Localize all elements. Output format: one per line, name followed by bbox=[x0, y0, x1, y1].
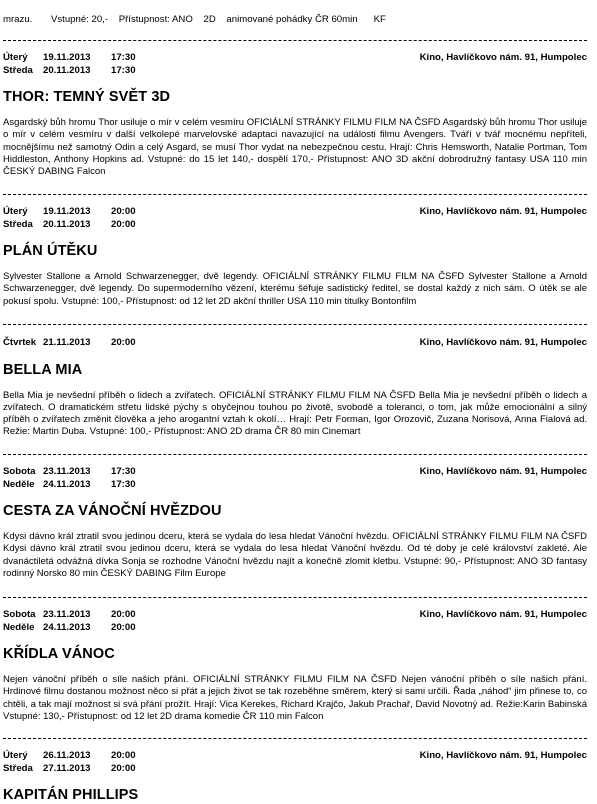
film-description: Bella Mia je nevšední příběh o lidech a zvířatech. OFICIÁLNÍ STRÁNKY FILMU FILM NA ČSFD Bella Mia je nevšední příběh o lidech a zvířatech. O dramatickém střetu lidské pýchy s obyčejnou touhou po životě, svobodě a toleranci, o tom, jak může emocionální a silný příběh o zvířatech změnit člověka a jeho arogantní vztah k okolí… Hrají: Petr Forman, Igor Orozovič, Zuzana Norisová, Anna Fialová ad. Režie: Martin Duba. Vstupné: 100,- Přístupnost: ANO 2D drama ČR 80 min Cinemart bbox=[3, 389, 587, 438]
venue: Kino, Havlíčkovo nám. 91, Humpolec bbox=[419, 52, 587, 63]
screening-date: 26.11.2013 bbox=[43, 750, 91, 761]
film-title: KŘÍDLA VÁNOC bbox=[3, 646, 115, 662]
screening-time: 20:00 bbox=[111, 621, 136, 633]
film-title: KAPITÁN PHILLIPS bbox=[3, 787, 139, 803]
separator bbox=[3, 454, 587, 455]
screening-row bbox=[3, 466, 587, 479]
separator bbox=[3, 40, 587, 41]
screening-day: Sobota bbox=[3, 609, 36, 620]
film-entry bbox=[3, 206, 587, 308]
film-description: Asgardský bůh hromu Thor usiluje o mír v celém vesmíru OFICIÁLNÍ STRÁNKY FILMU FILM NA ČSFD Asgardský bůh hromu Thor usiluje o mír v celém vesmíru v další velkolepé marvelovské adaptaci navazující na události filmu Avengers. Tváří v tvář mocnému nepříteli, mocnějšímu než samotný Odin a celý Asgard, se musí Thor vydat na nebezpečnou cestu. Hrají: Chris Hemsworth, Natalie Portman, Tom Hiddleston, Anthony Hopkins ad. Vstupné: do 15 let 140,- dospělí 170,- Přístupnost: ANO 3D akční dobrodružný fantasy USA 110 min ČESKÝ DABING Falcon bbox=[3, 117, 587, 178]
screening-row bbox=[3, 337, 587, 350]
screening-date: 19.11.2013 bbox=[43, 206, 91, 217]
screening-day: Neděle bbox=[3, 478, 35, 490]
film-title: PLÁN ÚTĚKU bbox=[3, 243, 98, 259]
screening-row bbox=[3, 52, 587, 65]
previous-film-details: mrazu. Vstupné: 20,- Přístupnost: ANO 2D animované pohádky ČR 60min KF bbox=[3, 14, 386, 25]
screening-day: Úterý bbox=[3, 206, 28, 217]
film-description: Kdysi dávno král ztratil svou jedinou dceru, která se vydala do lesa hledat Vánoční hvězdu. OFICIÁLNÍ STRÁNKY FILMU FILM NA ČSFD Kdysi dávno král ztratil svou jedinou dceru, která se vydala do lesa hledat Vánoční hvězdu. Od té doby je celé království zakleté. Ale dvanáctiletá odvážná dívka Sonja se rozhodne Vánoční hvězdu najít a konečně zlomit kletbu. Vstupné: 90,- Přístupnost: ANO 3D fantasy rodinný Norsko 80 min ČESKÝ DABING Film Europe bbox=[3, 531, 587, 579]
film-entry bbox=[3, 337, 587, 439]
screening-date: 20.11.2013 bbox=[43, 218, 91, 230]
screening-day: Sobota bbox=[3, 466, 36, 477]
film-title: CESTA ZA VÁNOČNÍ HVĚZDOU bbox=[3, 503, 222, 519]
screening-day: Úterý bbox=[3, 52, 28, 63]
screening-day: Čtvrtek bbox=[3, 337, 37, 348]
venue: Kino, Havlíčkovo nám. 91, Humpolec bbox=[419, 609, 587, 620]
screening-time: 20:00 bbox=[111, 762, 136, 774]
screening-date: 24.11.2013 bbox=[43, 478, 91, 490]
screening-row bbox=[3, 763, 587, 776]
venue: Kino, Havlíčkovo nám. 91, Humpolec bbox=[419, 206, 587, 217]
film-entry bbox=[3, 466, 587, 580]
screening-day: Středa bbox=[3, 64, 33, 76]
separator bbox=[3, 194, 587, 195]
venue: Kino, Havlíčkovo nám. 91, Humpolec bbox=[419, 466, 587, 477]
screening-time: 20:00 bbox=[111, 206, 136, 217]
screening-date: 27.11.2013 bbox=[43, 762, 91, 774]
screening-time: 17:30 bbox=[111, 64, 136, 76]
screening-day: Neděle bbox=[3, 621, 35, 633]
film-entry bbox=[3, 609, 587, 723]
separator bbox=[3, 738, 587, 739]
screening-date: 24.11.2013 bbox=[43, 621, 91, 633]
screening-date: 23.11.2013 bbox=[43, 609, 91, 620]
screening-row bbox=[3, 609, 587, 622]
screening-day: Středa bbox=[3, 762, 33, 774]
screening-date: 23.11.2013 bbox=[43, 466, 91, 477]
venue: Kino, Havlíčkovo nám. 91, Humpolec bbox=[419, 750, 587, 761]
screening-row bbox=[3, 479, 587, 492]
screening-row bbox=[3, 622, 587, 635]
screening-row bbox=[3, 65, 587, 78]
screening-row bbox=[3, 206, 587, 219]
venue: Kino, Havlíčkovo nám. 91, Humpolec bbox=[419, 337, 587, 348]
screening-row bbox=[3, 750, 587, 763]
screening-time: 20:00 bbox=[111, 218, 136, 230]
separator bbox=[3, 597, 587, 598]
screening-time: 20:00 bbox=[111, 337, 136, 348]
film-title: THOR: TEMNÝ SVĚT 3D bbox=[3, 89, 171, 105]
screening-date: 19.11.2013 bbox=[43, 52, 91, 63]
screening-date: 20.11.2013 bbox=[43, 64, 91, 76]
film-title: BELLA MIA bbox=[3, 361, 83, 378]
screening-day: Středa bbox=[3, 218, 33, 230]
screening-date: 21.11.2013 bbox=[43, 337, 91, 348]
film-description: Sylvester Stallone a Arnold Schwarzenegger, dvě legendy. OFICIÁLNÍ STRÁNKY FILMU FILM NA ČSFD Sylvester Stallone a Arnold Schwarzenegger, dvě legendy. Do supermoderního vězení, kterému šéfuje sadistický ředitel, se dostal každý z nich sám. O útěk se ale pokusí spolu. Vstupné: 100,- Přístupnost: od 12 let 2D akční thriller USA 110 min titulky Bontonfilm bbox=[3, 271, 587, 307]
film-description: Nejen vánoční příběh o síle našich přání. OFICIÁLNÍ STRÁNKY FILMU FILM NA ČSFD Nejen vánoční příběh o síle našich přání. Hrdinové filmu dostanou možnost něco si přát a jejich život se tak rozeběhne směrem, který si sami určili. Řada „náhod“ jim přinese to, co chtěli, a tak mají možnost si svá přání prožít. Hrají: Vica Kerekes, Richard Krajčo, Jakub Prachař, David Novotný ad. Režie:Karin Babinská Vstupné: 130,- Přístupnost: od 12 let 2D drama komedie ČR 110 min Falcon bbox=[3, 674, 587, 722]
separator bbox=[3, 324, 587, 325]
film-entry bbox=[3, 750, 587, 804]
screening-day: Úterý bbox=[3, 750, 28, 761]
screening-time: 17:30 bbox=[111, 52, 136, 63]
screening-time: 17:30 bbox=[111, 466, 136, 477]
screening-time: 20:00 bbox=[111, 750, 136, 761]
screening-time: 17:30 bbox=[111, 478, 136, 490]
film-entry bbox=[3, 52, 587, 178]
screening-row bbox=[3, 219, 587, 232]
screening-time: 20:00 bbox=[111, 609, 136, 620]
